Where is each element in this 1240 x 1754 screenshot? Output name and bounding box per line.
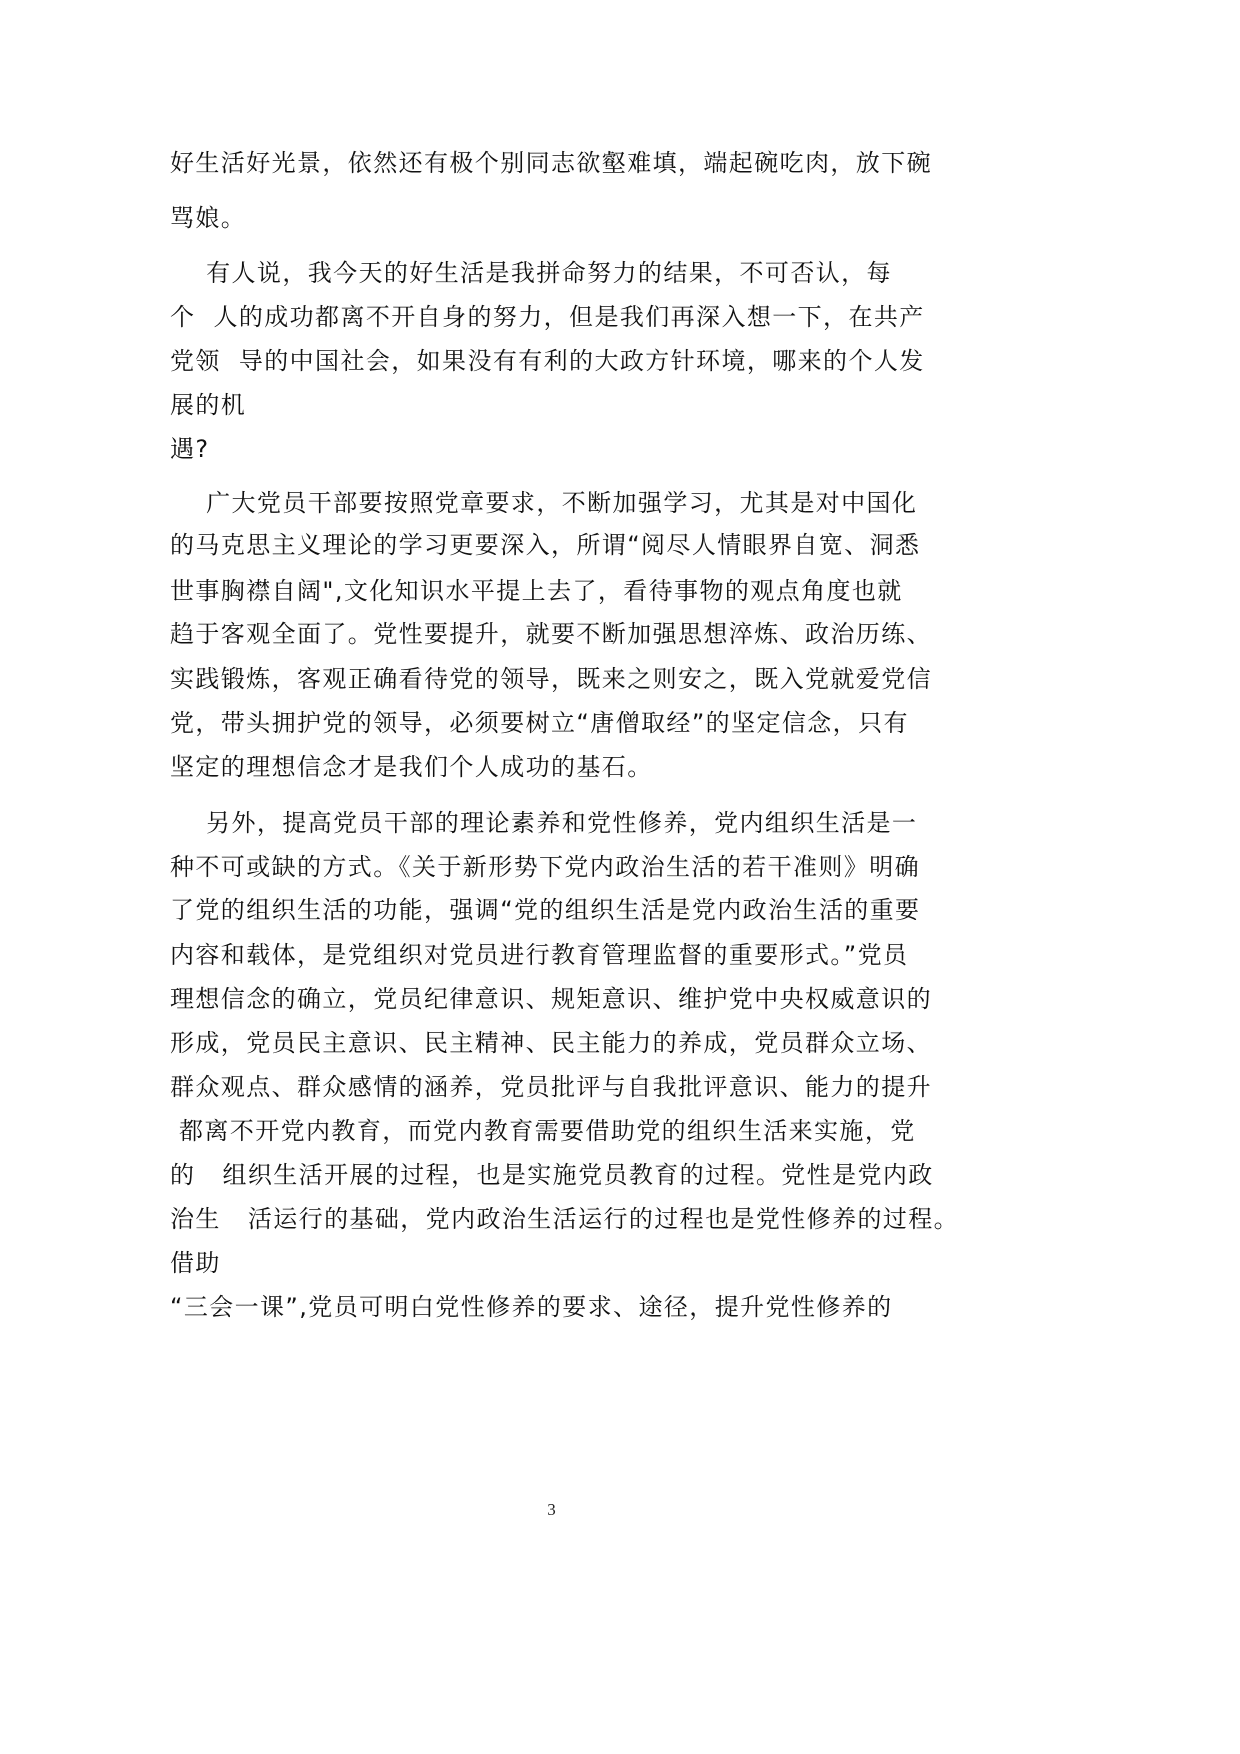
text-line: 都离不开党内教育，而党内教育需要借助党的组织生活来实施，党	[170, 1117, 916, 1145]
text-line: 的 组织生活开展的过程，也是实施党员教育的过程。党性是党内政	[170, 1161, 934, 1189]
text-line: 广大党员干部要按照党章要求，不断加强学习，尤其是对中国化	[170, 489, 918, 517]
text-line: 治生 活运行的基础，党内政治生活运行的过程也是党性修养的过程。	[170, 1205, 960, 1233]
text-line: 趋于客观全面了。党性要提升，就要不断加强思想淬炼、政治历练、	[170, 620, 932, 648]
text-line: 党领 导的中国社会，如果没有有利的大政方针环境，哪来的个人发	[170, 347, 925, 375]
text-line: 的马克思主义理论的学习更要深入，所谓“阅尽人情眼界自宽、洞悉	[170, 531, 921, 559]
text-line: “三会一课”,党员可明白党性修养的要求、途径，提升党性修养的	[170, 1293, 893, 1321]
text-line: 党，带头拥护党的领导，必须要树立“唐僧取经”的坚定信念，只有	[170, 709, 909, 737]
text-line: 骂娘。	[170, 204, 247, 232]
text-line: 坚定的理想信念才是我们个人成功的基石。	[170, 753, 653, 781]
text-line: 遇?	[170, 435, 210, 463]
text-line: 另外，提高党员干部的理论素养和党性修养，党内组织生活是一	[170, 809, 918, 837]
text-line: 展的机	[170, 391, 247, 419]
text-line: 了党的组织生活的功能，强调“党的组织生活是党内政治生活的重要	[170, 896, 921, 924]
text-line: 世事胸襟自阔",文化知识水平提上去了，看待事物的观点角度也就	[170, 577, 903, 605]
text-line: 个 人的成功都离不开自身的努力，但是我们再深入想一下，在共产	[170, 303, 925, 331]
text-line: 内容和载体，是党组织对党员进行教育管理监督的重要形式。”党员	[170, 941, 909, 969]
text-line: 形成，党员民主意识、民主精神、民主能力的养成，党员群众立场、	[170, 1029, 932, 1057]
text-line: 理想信念的确立，党员纪律意识、规矩意识、维护党中央权威意识的	[170, 985, 932, 1013]
text-line: 种不可或缺的方式。《关于新形势下党内政治生活的若干准则》明确	[170, 853, 920, 881]
text-line: 好生活好光景，依然还有极个别同志欲壑难填，端起碗吃肉，放下碗	[170, 149, 932, 177]
text-line: 群众观点、群众感情的涵养，党员批评与自我批评意识、能力的提升	[170, 1073, 932, 1101]
page-number: 3	[547, 1500, 556, 1519]
text-line: 借助	[170, 1249, 221, 1277]
text-line: 实践锻炼，客观正确看待党的领导，既来之则安之，既入党就爱党信	[170, 665, 932, 693]
text-line: 有人说，我今天的好生活是我拼命努力的结果，不可否认，每	[170, 259, 892, 287]
